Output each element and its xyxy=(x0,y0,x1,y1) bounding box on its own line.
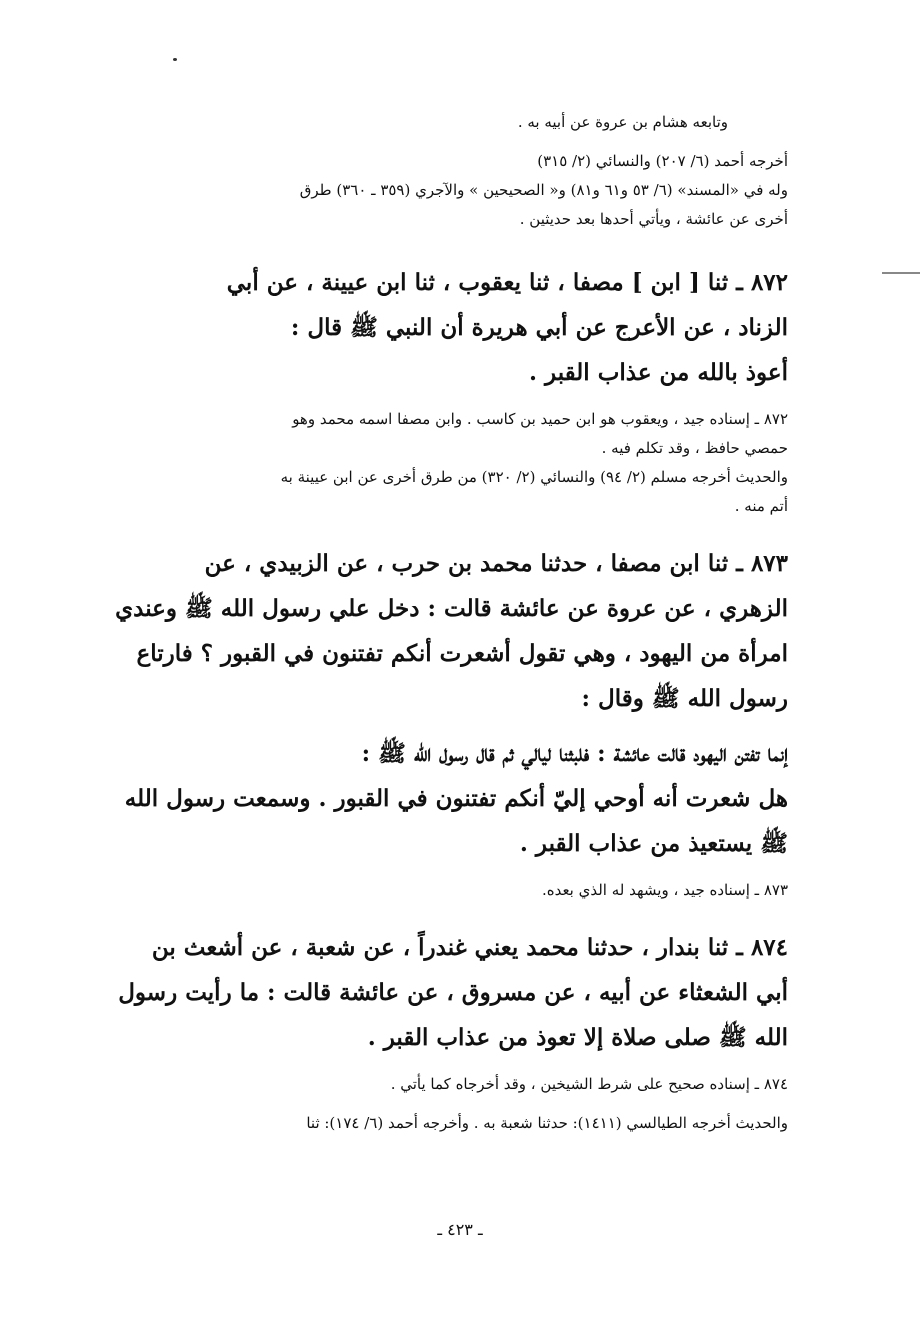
hadith-874 xyxy=(108,925,788,1060)
hadith-line: رسول الله ﷺ وقال : xyxy=(581,685,788,712)
footnote-874 xyxy=(108,1070,788,1138)
page-body xyxy=(108,108,788,1148)
footnote-line: حمصي حافظ ، وقد تكلم فيه . xyxy=(601,439,788,457)
hadith-line: ٨٧٤ ـ ثنا بندار ، حدثنا محمد يعني غندراً ، عن شعبة ، عن أشعث بن xyxy=(151,934,788,961)
footnote-872 xyxy=(108,405,788,521)
footnote-873 xyxy=(108,876,788,905)
hadith-line: أبي الشعثاء عن أبيه ، عن مسروق ، عن عائشة قالت : ما رأيت رسول xyxy=(118,979,788,1006)
hadith-line: ﷺ يستعيذ من عذاب القبر . xyxy=(519,830,788,857)
hadith-line: هل شعرت أنه أوحي إليّ أنكم تفتنون في القبور . وسمعت رسول الله xyxy=(124,785,788,812)
footnote-line: أتم منه . xyxy=(734,497,788,515)
footnote-line: ٨٧٣ ـ إسناده جيد ، ويشهد له الذي بعده. xyxy=(541,881,788,899)
hadith-873 xyxy=(108,541,788,866)
hadith-line: إنما تفتن اليهود قالت عائشة : فلبثنا ليالي ثم قال رسول الله ﷺ : xyxy=(361,740,788,767)
footnote-line: ٨٧٤ ـ إسناده صحيح على شرط الشيخين ، وقد أخرجاه كما يأتي . xyxy=(390,1075,788,1093)
hadith-line: امرأة من اليهود ، وهي تقول أشعرت أنكم تفتنون في القبور ؟ فارتاع xyxy=(136,640,788,667)
hadith-line: أعوذ بالله من عذاب القبر . xyxy=(529,359,788,386)
page-number: ـ ٤٢٣ ـ xyxy=(437,1220,483,1239)
hadith-872 xyxy=(108,260,788,395)
footnote-line: ٨٧٢ ـ إسناده جيد ، ويعقوب هو ابن حميد بن كاسب . وابن مصفا اسمه محمد وهو xyxy=(292,410,788,428)
scan-speck xyxy=(173,58,177,61)
scan-edge-mark xyxy=(882,272,920,274)
hadith-line: ٨٧٣ ـ ثنا ابن مصفا ، حدثنا محمد بن حرب ، عن الزبيدي ، عن xyxy=(204,550,788,577)
hadith-line: ٨٧٢ ـ ثنا [ ابن ] مصفا ، ثنا يعقوب ، ثنا ابن عيينة ، عن أبي xyxy=(226,269,788,296)
hadith-line: الله ﷺ صلى صلاة إلا تعوذ من عذاب القبر . xyxy=(367,1024,788,1051)
footnote-line: أخرجه أحمد (٦/ ٢٠٧) والنسائي (٢/ ٣١٥) xyxy=(537,152,788,170)
footnote-line: وتابعه هشام بن عروة عن أبيه به . xyxy=(517,113,728,131)
footnote-prev xyxy=(108,108,788,234)
footnote-line: والحديث أخرجه الطيالسي (١٤١١): حدثنا شعبة به . وأخرجه أحمد (٦/ ١٧٤): ثنا xyxy=(306,1114,788,1132)
footnote-line: أخرى عن عائشة ، ويأتي أحدها بعد حديثين . xyxy=(519,210,788,228)
footnote-line: وله في «المسند» (٦/ ٥٣ و٦١ و٨١) و« الصحيحين » والآجري (٣٥٩ ـ ٣٦٠) طرق xyxy=(299,181,788,199)
hadith-line: الزناد ، عن الأعرج عن أبي هريرة أن النبي ﷺ قال : xyxy=(290,314,788,341)
footnote-line: والحديث أخرجه مسلم (٢/ ٩٤) والنسائي (٢/ ٣٢٠) من طرق أخرى عن ابن عيينة به xyxy=(280,468,788,486)
hadith-line: الزهري ، عن عروة عن عائشة قالت : دخل علي رسول الله ﷺ وعندي xyxy=(115,595,788,622)
